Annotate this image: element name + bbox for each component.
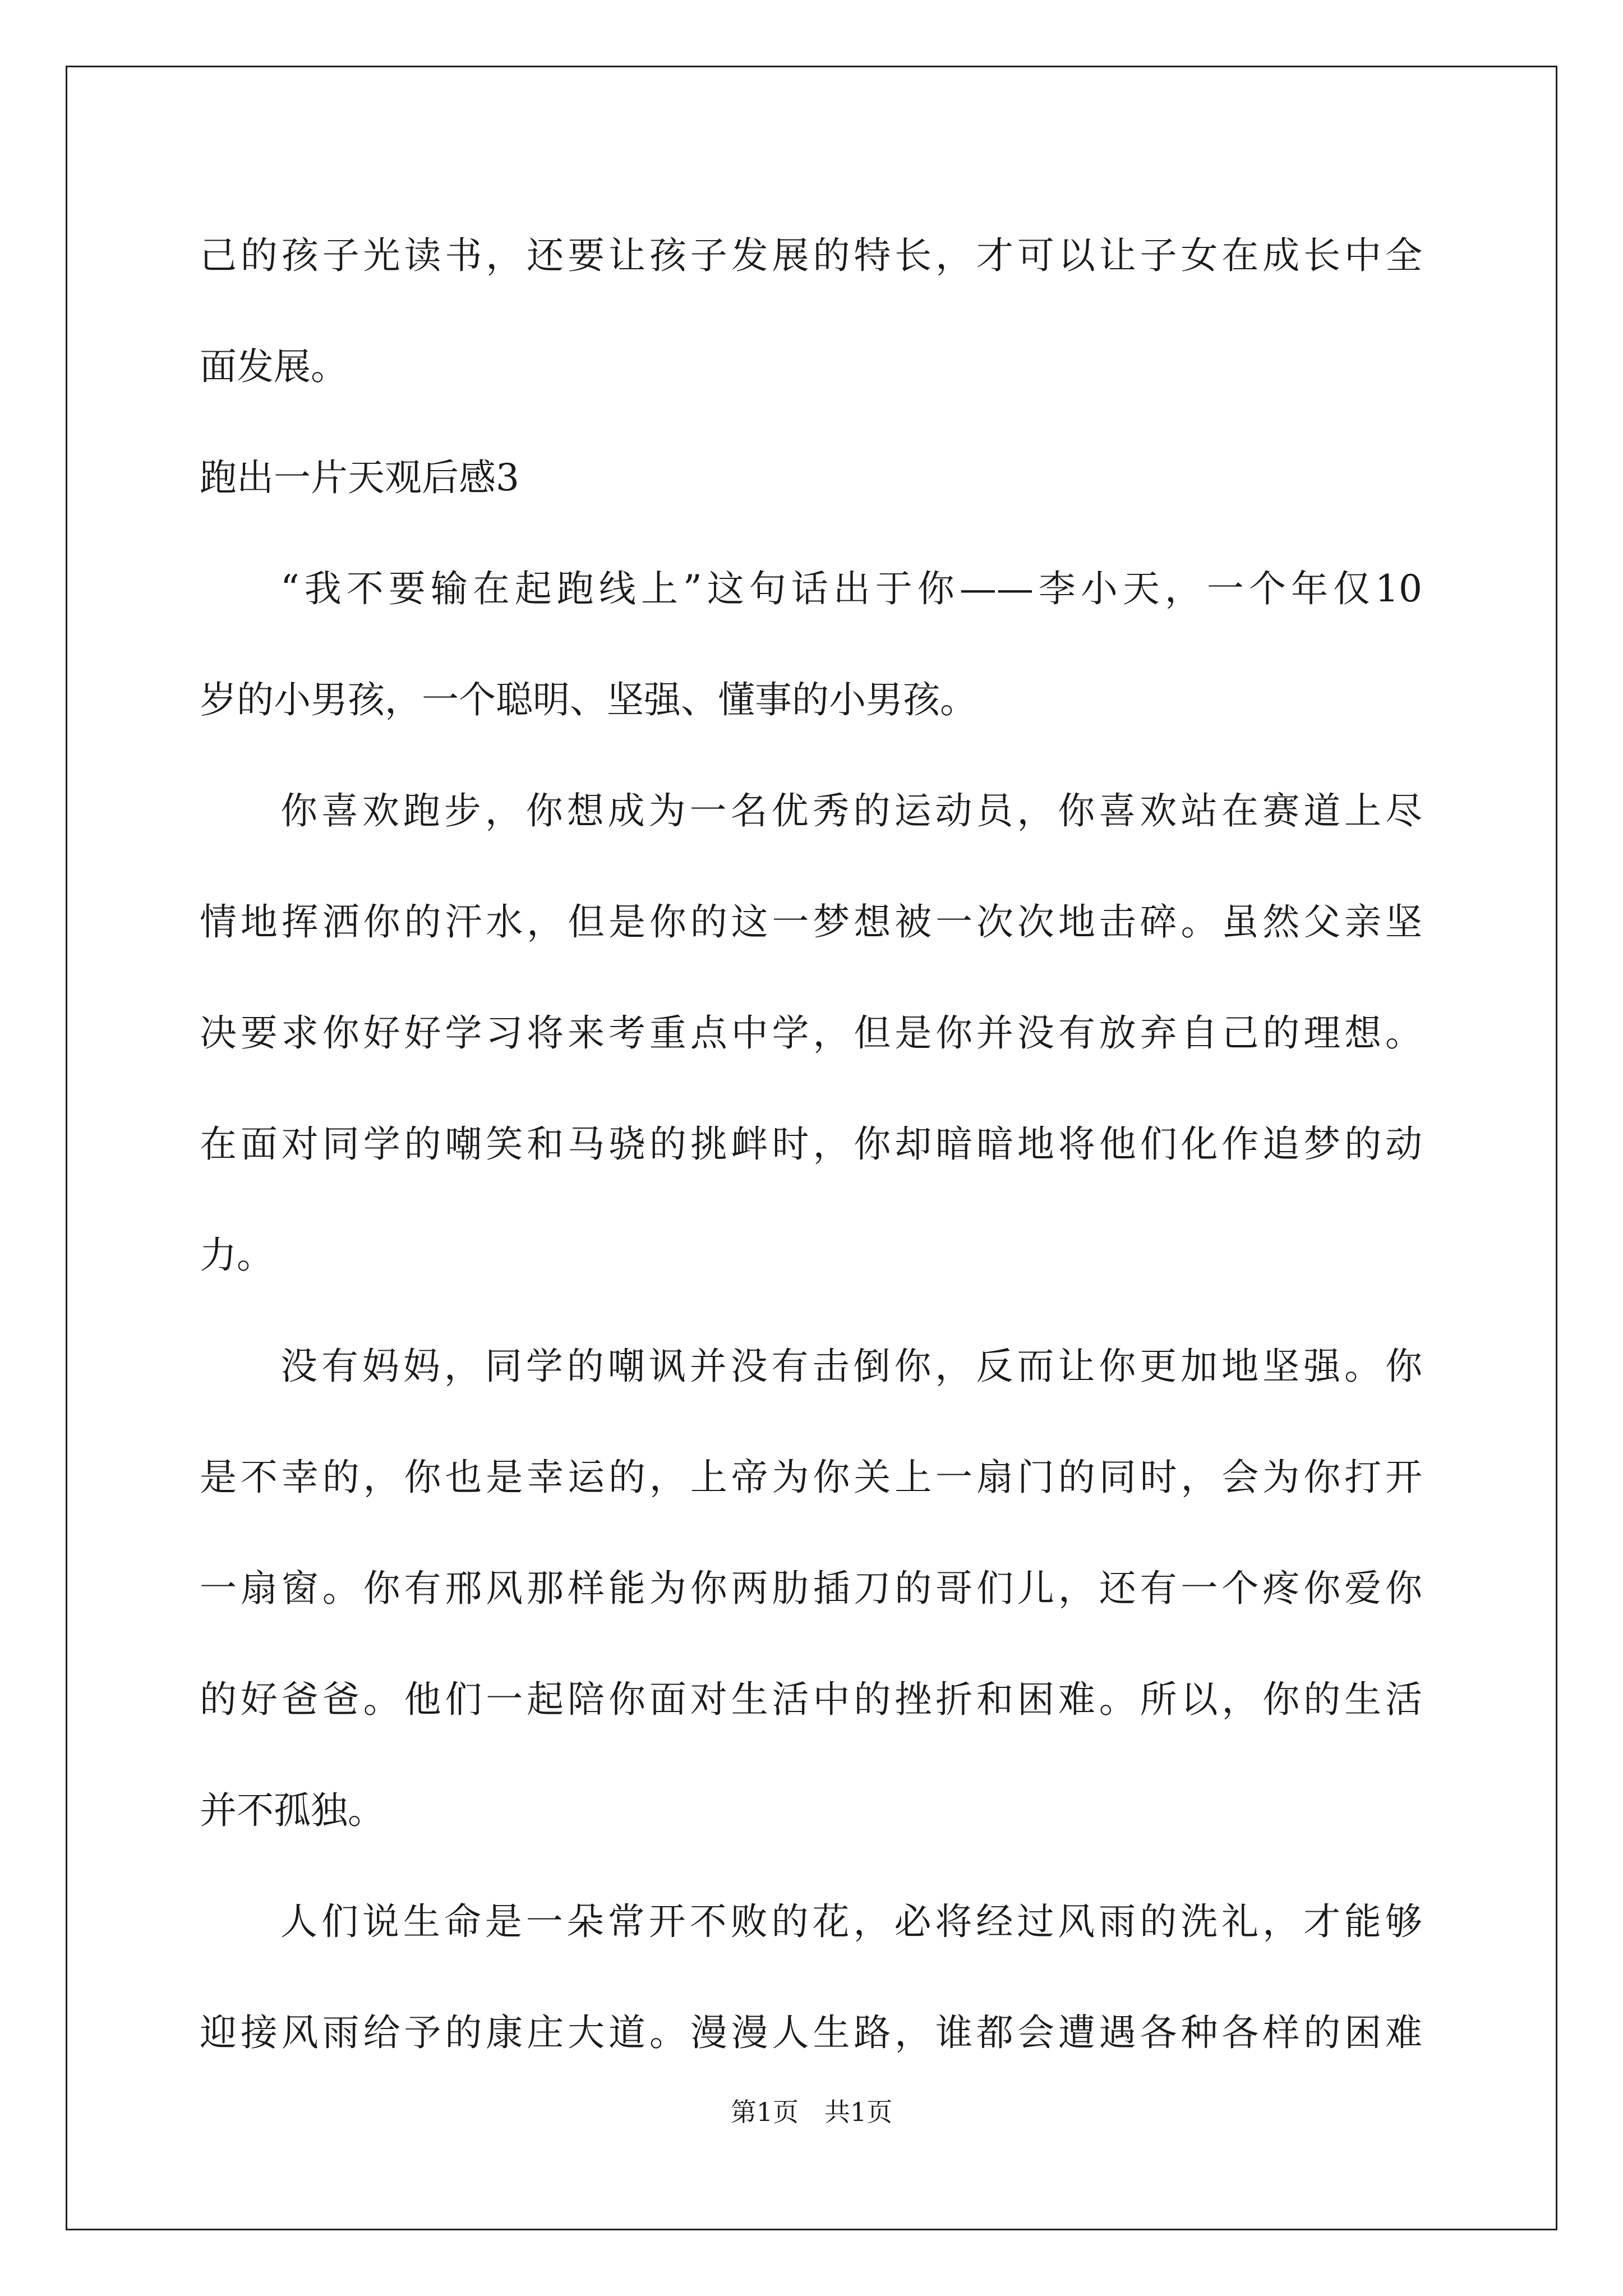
body-line: 决要求你好好学习将来考重点中学，但是你并没有放弃自己的理想。: [200, 1011, 1422, 1055]
body-line: 没有妈妈，同学的嘲讽并没有击倒你，反而让你更加地坚强。你: [280, 1345, 1422, 1388]
page-number-footer: 第1页 共1页: [730, 2097, 893, 2127]
body-line: “我不要输在起跑线上”这句话出于你——李小天，一个年仅10: [280, 567, 1422, 610]
section-heading: 跑出一片天观后感3: [200, 456, 519, 499]
body-line: 己的孩子光读书，还要让孩子发展的特长，才可以让子女在成长中全: [200, 234, 1422, 277]
body-line: 岁的小男孩，一个聪明、坚强、懂事的小男孩。: [200, 678, 977, 721]
body-line: 迎接风雨给予的康庄大道。漫漫人生路，谁都会遭遇各种各样的困难: [200, 2011, 1422, 2054]
document-body: [200, 200, 1422, 2088]
body-line: 在面对同学的嘲笑和马骁的挑衅时，你却暗暗地将他们化作追梦的动: [200, 1122, 1422, 1166]
body-line: 是不幸的，你也是幸运的，上帝为你关上一扇门的同时，会为你打开: [200, 1456, 1422, 1499]
body-line: 并不孤独。: [200, 1789, 385, 1832]
body-line: 力。: [200, 1234, 274, 1277]
body-line: 一扇窗。你有邢风那样能为你两肋插刀的哥们儿，还有一个疼你爱你: [200, 1567, 1422, 1610]
body-line: 人们说生命是一朵常开不败的花，必将经过风雨的洗礼，才能够: [280, 1900, 1422, 1943]
body-line: 的好爸爸。他们一起陪你面对生活中的挫折和困难。所以，你的生活: [200, 1678, 1422, 1721]
body-line: 面发展。: [200, 345, 348, 388]
body-line: 你喜欢跑步，你想成为一名优秀的运动员，你喜欢站在赛道上尽: [280, 789, 1422, 832]
body-line: 情地挥洒你的汗水，但是你的这一梦想被一次次地击碎。虽然父亲坚: [200, 900, 1422, 944]
